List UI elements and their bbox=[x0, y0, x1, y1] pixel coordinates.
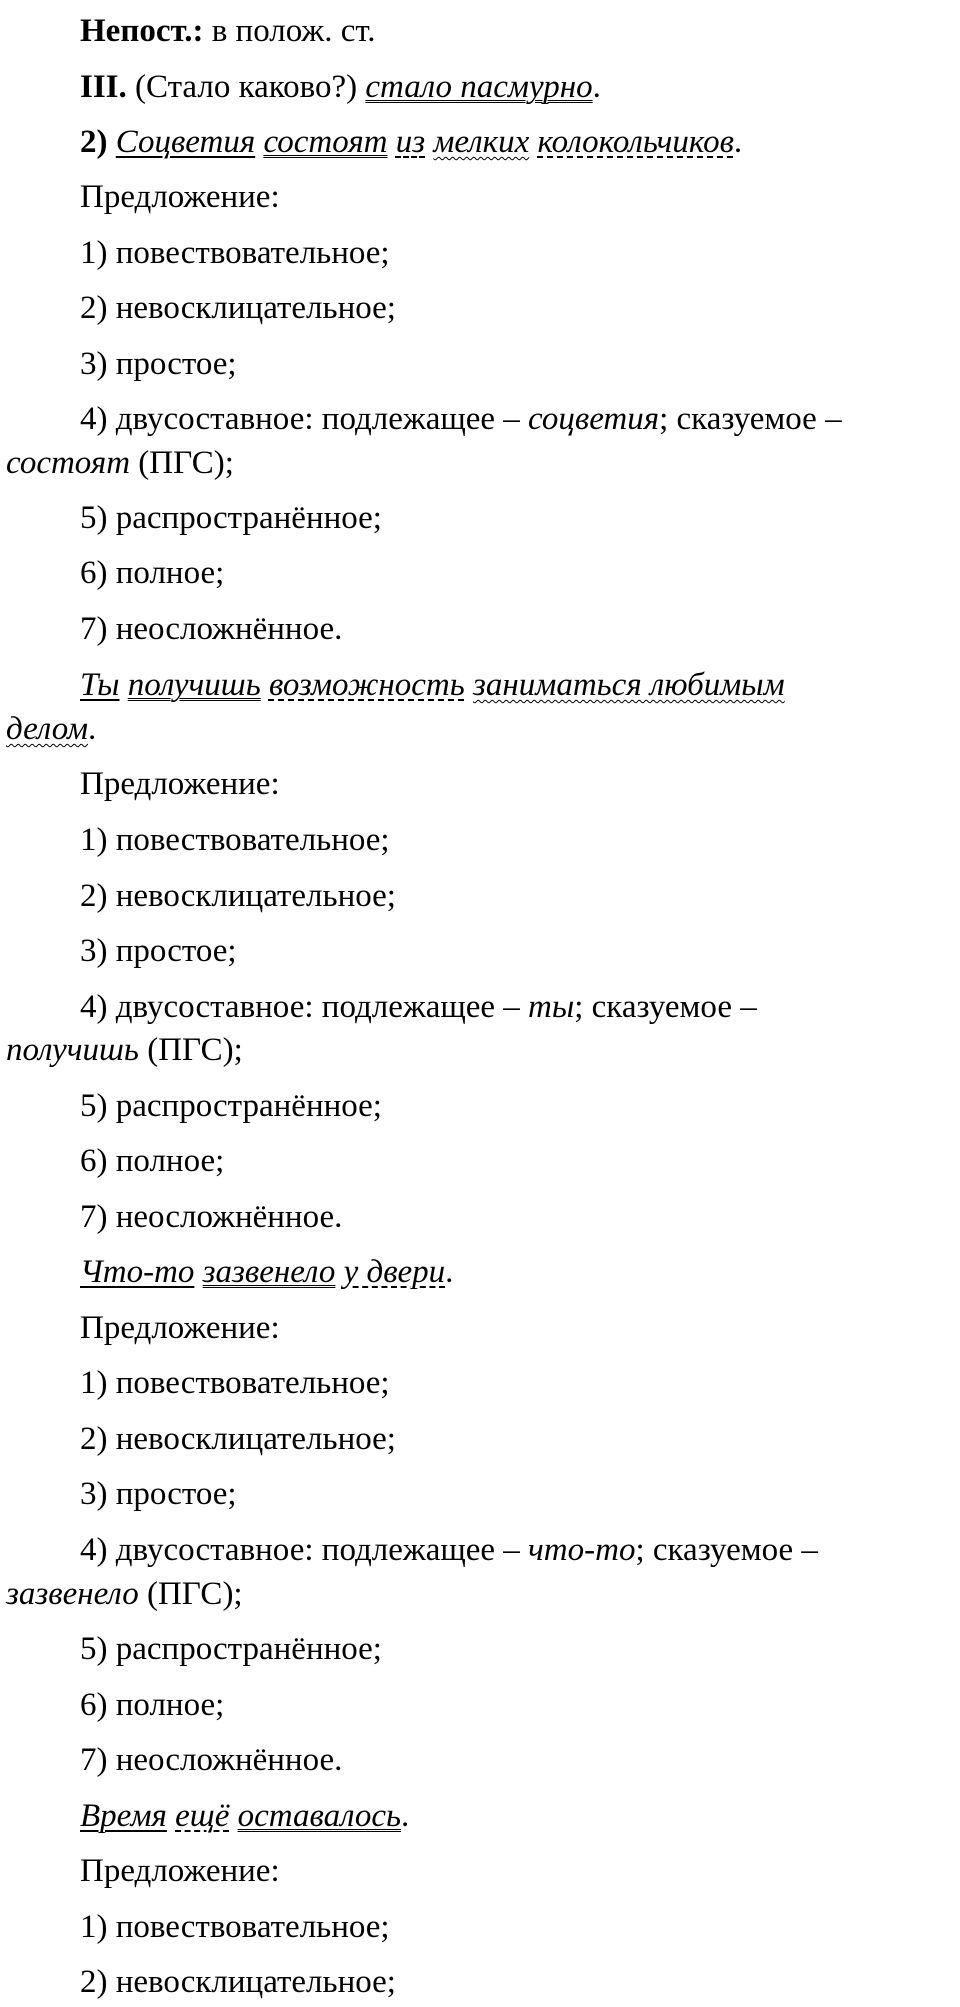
s2-p4-a: 4) двусоставное: подлежащее – bbox=[80, 401, 529, 437]
s4-adverbial: у двери bbox=[343, 1254, 446, 1290]
s4-point-4 bbox=[80, 1530, 818, 1570]
s2-p4-predicate: состоят bbox=[6, 445, 131, 481]
s3-subject: Ты bbox=[80, 667, 120, 703]
s3-attribute: заниматься любимым bbox=[473, 667, 785, 703]
s3-p4-subject: ты bbox=[528, 989, 575, 1025]
s4-point-1: 1) повествовательное; bbox=[80, 1365, 390, 1401]
sentence2-label: 2) bbox=[80, 124, 108, 160]
s2-point-6: 6) полное; bbox=[80, 555, 225, 591]
s3-point-6: 6) полное; bbox=[80, 1143, 225, 1179]
s2-p4-subject: соцветия bbox=[528, 401, 660, 437]
s3-point-2: 2) невосклицательное; bbox=[80, 878, 396, 914]
part3-end: . bbox=[592, 69, 601, 105]
s2-predicate: состоят bbox=[263, 124, 388, 160]
s5-point-1: 1) повествовательное; bbox=[80, 1909, 390, 1945]
s4-point-4-cont bbox=[6, 1574, 243, 1614]
s4-point-6: 6) полное; bbox=[80, 1687, 225, 1723]
s2-p4-b: ; сказуемое – bbox=[659, 401, 842, 437]
s4-p4-subject: что-то bbox=[528, 1532, 636, 1568]
s4-predicate: зазвенело bbox=[202, 1254, 336, 1290]
s2-end: . bbox=[733, 124, 743, 160]
sentence5-line bbox=[80, 1796, 409, 1836]
nepost-line bbox=[80, 11, 376, 51]
sentence2-line bbox=[80, 122, 742, 162]
s2-subject: Соцветия bbox=[115, 124, 256, 160]
s3-point-4-cont bbox=[6, 1030, 243, 1070]
s4-p4-predicate: зазвенело bbox=[6, 1576, 139, 1612]
s3-attribute-cont: делом bbox=[6, 711, 89, 747]
s4-point-2: 2) невосклицательное; bbox=[80, 1421, 396, 1457]
s5-point-2: 2) невосклицательное; bbox=[80, 1964, 396, 2000]
s3-point-3: 3) простое; bbox=[80, 933, 237, 969]
s3-p4-b: ; сказуемое – bbox=[574, 989, 757, 1025]
s5-predicate: оставалось bbox=[237, 1798, 402, 1834]
s3-p4-predicate: получишь bbox=[6, 1032, 139, 1068]
s3-point-1: 1) повествовательное; bbox=[80, 822, 390, 858]
s3-point-5: 5) распространённое; bbox=[80, 1088, 382, 1124]
s5-subject: Время bbox=[80, 1798, 167, 1834]
sentence3-line bbox=[80, 665, 785, 705]
part3-label: III. bbox=[80, 69, 127, 105]
s5-adverbial: ещё bbox=[175, 1798, 230, 1834]
sentence4-line bbox=[80, 1252, 453, 1292]
s4-intro: Предложение: bbox=[80, 1310, 280, 1346]
s4-end: . bbox=[445, 1254, 454, 1290]
s2-p4-c: (ПГС); bbox=[130, 445, 234, 481]
part3-answer: стало пасмурно bbox=[365, 69, 593, 105]
s2-object: колокольчиков bbox=[537, 124, 734, 160]
s4-p4-b: ; сказуемое – bbox=[635, 1532, 818, 1568]
s4-p4-a: 4) двусоставное: подлежащее – bbox=[80, 1532, 529, 1568]
s4-point-7: 7) неосложнённое. bbox=[80, 1742, 343, 1778]
s2-attribute: мелких bbox=[433, 124, 530, 160]
s4-subject: Что-то bbox=[80, 1254, 195, 1290]
s3-point-7: 7) неосложнённое. bbox=[80, 1199, 343, 1235]
nepost-text: в полож. ст. bbox=[203, 13, 376, 49]
s2-point-5: 5) распространённое; bbox=[80, 500, 382, 536]
s2-point-4-cont bbox=[6, 443, 234, 483]
s2-preposition: из bbox=[395, 124, 426, 160]
s2-point-4 bbox=[80, 399, 842, 439]
s2-intro: Предложение: bbox=[80, 179, 280, 215]
s4-point-3: 3) простое; bbox=[80, 1476, 237, 1512]
s3-predicate: получишь bbox=[127, 667, 261, 703]
s3-p4-a: 4) двусоставное: подлежащее – bbox=[80, 989, 529, 1025]
s5-intro: Предложение: bbox=[80, 1853, 280, 1889]
s3-object: возможность bbox=[268, 667, 465, 703]
s2-point-2: 2) невосклицательное; bbox=[80, 290, 396, 326]
part3-line bbox=[80, 67, 601, 107]
s3-point-4 bbox=[80, 987, 757, 1027]
s4-p4-c: (ПГС); bbox=[138, 1576, 243, 1612]
s2-point-1: 1) повествовательное; bbox=[80, 235, 390, 271]
s3-end: . bbox=[88, 711, 97, 747]
s4-point-5: 5) распространённое; bbox=[80, 1631, 382, 1667]
s3-p4-c: (ПГС); bbox=[138, 1032, 243, 1068]
s2-point-7: 7) неосложнённое. bbox=[80, 611, 343, 647]
part3-question: (Стало каково?) bbox=[126, 69, 366, 105]
sentence3-line-cont bbox=[6, 709, 96, 749]
s3-intro: Предложение: bbox=[80, 766, 280, 802]
s5-end: . bbox=[401, 1798, 410, 1834]
s2-point-3: 3) простое; bbox=[80, 346, 237, 382]
nepost-label: Непост.: bbox=[80, 13, 204, 49]
